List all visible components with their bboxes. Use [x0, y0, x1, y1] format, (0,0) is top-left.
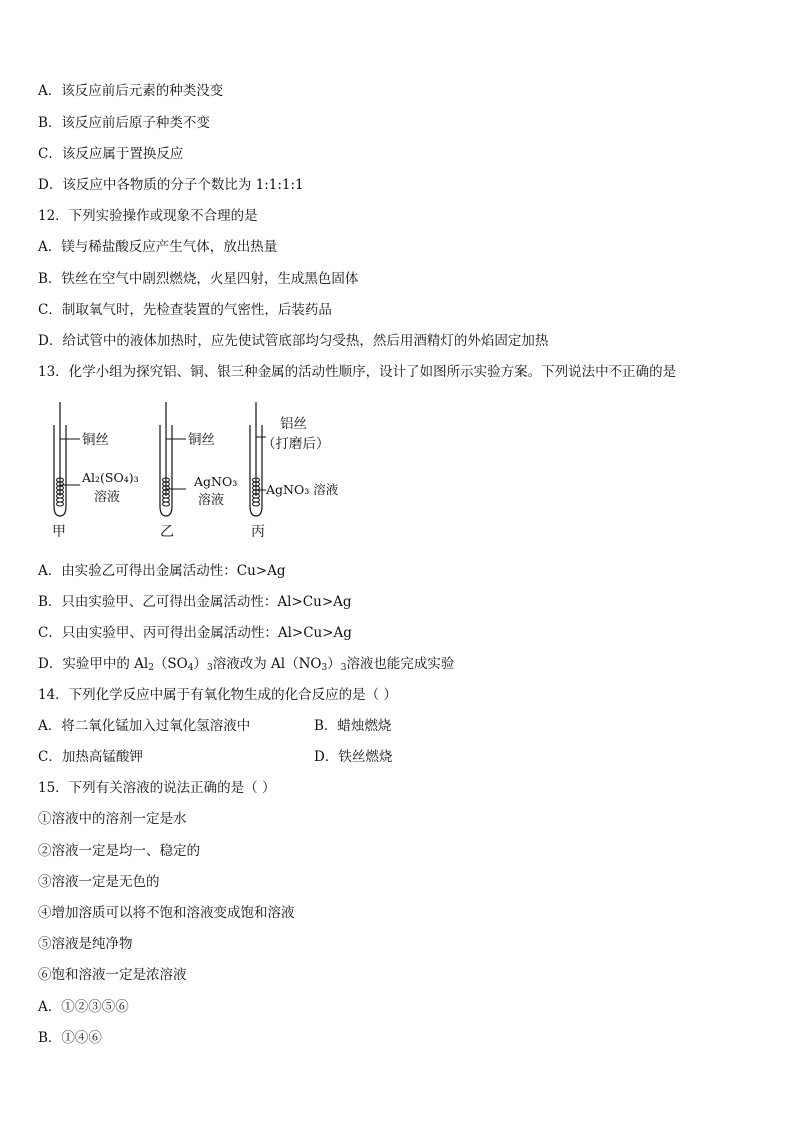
q14-option-a: A．将二氧化锰加入过氧化氢溶液中 — [38, 718, 251, 734]
q11-option-d: D．该反应中各物质的分子个数比为 1:1:1:1 — [38, 177, 304, 193]
tube-jia-solution-formula: Al₂(SO₄)₃ — [82, 470, 139, 485]
tube-bing-label: 丙 — [251, 524, 265, 540]
tube-yi-label: 乙 — [160, 524, 174, 540]
q11-option-b: B．该反应前后原子种类不变 — [38, 115, 210, 131]
q15-option-a: A．①②③⑤⑥ — [38, 999, 129, 1015]
q11-option-c: C．该反应属于置换反应 — [38, 146, 184, 162]
q15-statement-4: ④增加溶质可以将不饱和溶液变成饱和溶液 — [38, 905, 295, 921]
tube-yi-wire-label: 铜丝 — [188, 432, 215, 448]
q12-option-c: C．制取氧气时，先检查装置的气密性，后装药品 — [38, 302, 332, 318]
q15-statement-6: ⑥饱和溶液一定是浓溶液 — [38, 967, 187, 983]
q15-statement-2: ②溶液一定是均一、稳定的 — [38, 843, 200, 859]
tube-bing-wire-label: 铝丝 — [280, 416, 307, 432]
q11-option-a: A．该反应前后元素的种类没变 — [38, 83, 224, 99]
q13-option-a: A．由实验乙可得出金属活动性：Cu>Ag — [38, 563, 286, 579]
tube-jia-wire-label: 铜丝 — [82, 432, 109, 448]
q13-stem: 13．化学小组为探究铝、铜、银三种金属的活动性顺序，设计了如图所示实验方案。下列说法中不正确的是 — [38, 364, 677, 380]
q13-option-b: B．只由实验甲、乙可得出金属活动性：Al>Cu>Ag — [38, 594, 352, 610]
q13-option-d: D．实验甲中的 $Al_2(SO_4)_3$溶液改为 $Al(NO_3)_3$溶液也能完成实验 — [38, 656, 455, 673]
q14-option-c: C．加热高锰酸钾 — [38, 749, 143, 765]
q15-statement-3: ③溶液一定是无色的 — [38, 874, 160, 890]
q15-statement-5: ⑤溶液是纯净物 — [38, 936, 133, 952]
tube-yi-solution-word: 溶液 — [198, 493, 225, 508]
q15-stem: 15．下列有关溶液的说法正确的是（ ） — [38, 780, 276, 796]
tube-yi — [160, 402, 237, 540]
q14-option-d: D．铁丝燃烧 — [314, 749, 393, 765]
tube-bing-solution: AgNO₃ 溶液 — [266, 482, 339, 497]
tube-jia — [52, 402, 139, 540]
q14-stem: 14．下列化学反应中属于有氧化物生成的化合反应的是（ ） — [38, 687, 397, 703]
tube-bing-wire-note: （打磨后） — [262, 436, 330, 452]
q15-option-b: B．①④⑥ — [38, 1030, 102, 1046]
q13-option-c: C．只由实验甲、丙可得出金属活动性：Al>Cu>Ag — [38, 625, 352, 641]
tube-jia-label: 甲 — [52, 524, 66, 540]
test-tube-figure — [0, 398, 794, 546]
q12-option-b: B．铁丝在空气中剧烈燃烧，火星四射，生成黑色固体 — [38, 271, 359, 287]
q12-option-d: D．给试管中的液体加热时，应先使试管底部均匀受热，然后用酒精灯的外焰固定加热 — [38, 333, 549, 349]
q12-stem: 12．下列实验操作或现象不合理的是 — [38, 208, 258, 224]
q14-option-b: B．蜡烛燃烧 — [314, 718, 392, 734]
tube-bing — [250, 402, 339, 540]
q12-option-a: A．镁与稀盐酸反应产生气体，放出热量 — [38, 239, 278, 255]
tube-yi-solution-formula: AgNO₃ — [194, 474, 238, 489]
tube-jia-solution-word: 溶液 — [94, 490, 121, 505]
q15-statement-1: ①溶液中的溶剂一定是水 — [38, 811, 187, 827]
